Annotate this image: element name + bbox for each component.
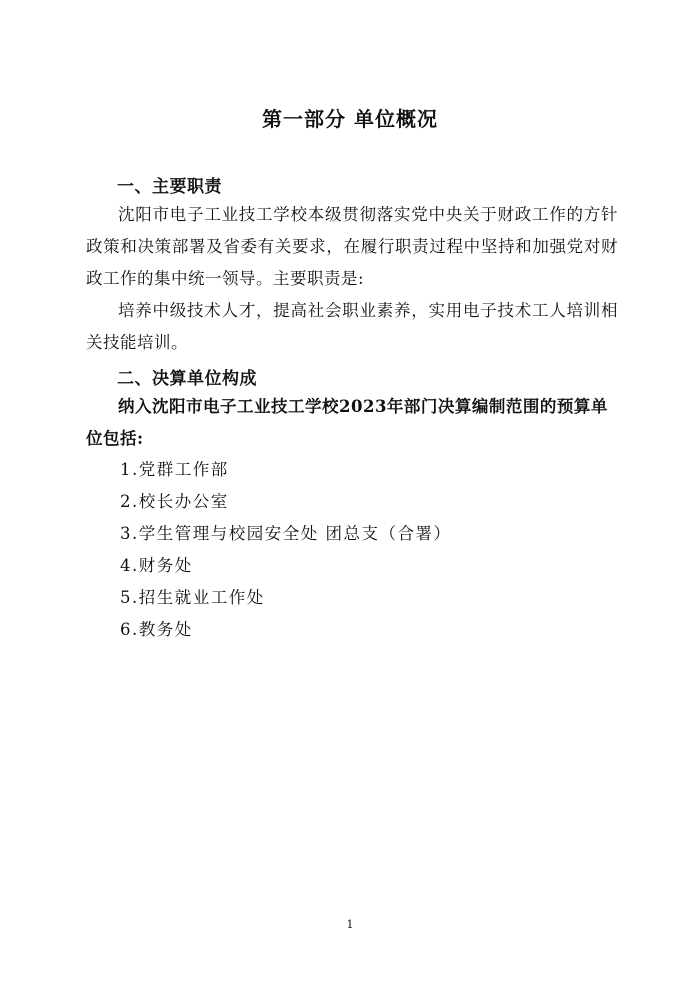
list-item: 3.学生管理与校园安全处 团总支（合署） [120,524,452,543]
list-item: 5.招生就业工作处 [120,588,265,607]
section-heading-responsibilities: 一、主要职责 [117,177,222,197]
list-item: 1.党群工作部 [120,460,229,479]
budget-unit-list [120,454,452,646]
responsibilities-paragraph-1: 沈阳市电子工业技工学校本级贯彻落实党中央关于财政工作的方针政策和决策部署及省委有关要求，在履行职责过程中坚持和加强党对财政工作的集中统一领导。主要职责是: [86,205,618,288]
page-title: 第一部分 单位概况 [262,107,438,131]
list-item: 4.财务处 [120,556,193,575]
list-item: 2.校长办公室 [120,492,229,511]
section-heading-budget-units: 二、决算单位构成 [117,369,257,389]
list-item: 6.教务处 [120,620,193,639]
responsibilities-paragraph-2: 培养中级技术人才，提高社会职业素养，实用电子技术工人培训相关技能培训。 [86,301,618,352]
budget-units-intro: 纳入沈阳市电子工业技工学校2023年部门决算编制范围的预算单位包括: [86,397,608,448]
page-number: 1 [346,918,354,931]
